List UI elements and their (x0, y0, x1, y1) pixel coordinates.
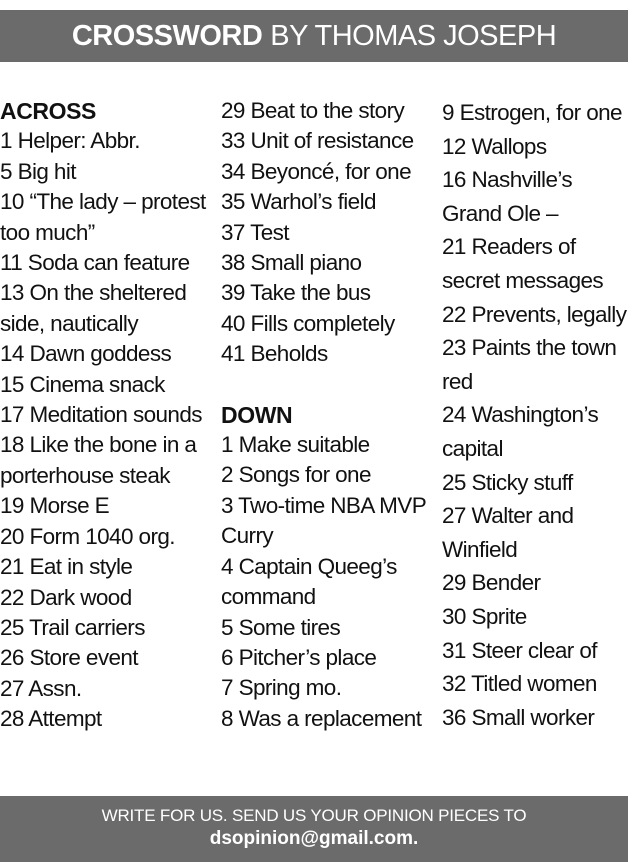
down-clue: 36 Small worker (442, 704, 595, 730)
footer-email: dsopinion@gmail.com. (209, 828, 419, 849)
down-clue: 21 Readers of secret messages (442, 234, 604, 293)
down-clue: 32 Titled women (442, 671, 597, 697)
down-clue: 27 Walter and Winfield (442, 503, 574, 562)
down-clue: 9 Estrogen, for one (442, 100, 622, 125)
page-header (0, 10, 628, 62)
down-clue: 8 Was a replacement (221, 705, 422, 731)
down-clue: 31 Steer clear of (442, 637, 597, 663)
across-clue: 15 Cinema snack (0, 371, 165, 397)
down-clue: 1 Make suitable (221, 432, 370, 458)
across-clue: 1 Helper: Abbr. (0, 128, 140, 154)
across-clue: 17 Meditation sounds (0, 402, 202, 428)
down-clue: 16 Nashville’s Grand Ole – (442, 167, 573, 226)
across-clue: 27 Assn. (0, 675, 82, 701)
across-clue: 25 Trail carriers (0, 614, 145, 640)
down-clue: 4 Captain Queeg’s command (221, 553, 397, 610)
column-2 (221, 96, 435, 734)
header-byline: BY THOMAS JOSEPH (270, 19, 557, 52)
down-clue: 24 Washington’s capital (442, 402, 599, 461)
across-clue: 35 Warhol’s field (221, 189, 376, 215)
down-clue: 25 Sticky stuff (442, 469, 573, 495)
column-1 (0, 96, 214, 735)
across-clue: 41 Beholds (221, 341, 328, 367)
across-clue: 5 Big hit (0, 158, 76, 184)
across-clue: 38 Small piano (221, 250, 362, 276)
down-clue: 3 Two-time NBA MVP Curry (221, 492, 426, 549)
down-clue: 22 Prevents, legally (442, 301, 627, 327)
across-clue: 29 Beat to the story (221, 98, 405, 123)
footer-call-to-action: WRITE FOR US. SEND US YOUR OPINION PIECES TO (101, 806, 527, 825)
across-clue: 20 Form 1040 org. (0, 523, 175, 549)
down-clue: 2 Songs for one (221, 462, 371, 488)
across-title: ACROSS (0, 98, 97, 124)
down-title: DOWN (221, 401, 293, 428)
down-clue: 5 Some tires (221, 614, 341, 640)
across-clue: 37 Test (221, 219, 289, 245)
across-clue: 34 Beyoncé, for one (221, 158, 411, 184)
across-clue: 40 Fills completely (221, 310, 395, 336)
down-clue: 7 Spring mo. (221, 675, 342, 701)
across-clue: 10 “The lady – protest too much” (0, 189, 206, 245)
down-clue: 12 Wallops (442, 133, 547, 159)
across-clue: 39 Take the bus (221, 280, 371, 306)
across-clue: 19 Morse E (0, 493, 110, 519)
across-clue: 26 Store event (0, 645, 138, 671)
across-clue: 22 Dark wood (0, 584, 132, 610)
across-clue: 11 Soda can feature (0, 250, 190, 276)
across-clue: 14 Dawn goddess (0, 341, 172, 367)
down-clue: 23 Paints the town red (442, 335, 617, 394)
across-clue: 18 Like the bone in a porterhouse steak (0, 432, 197, 488)
down-clue: 6 Pitcher’s place (221, 644, 377, 670)
page-footer (0, 796, 628, 862)
across-clue: 28 Attempt (0, 706, 102, 732)
across-clue: 13 On the sheltered side, nautically (0, 280, 187, 336)
across-clue: 21 Eat in style (0, 554, 133, 580)
column-3 (442, 96, 635, 734)
header-title-bold: CROSSWORD (71, 19, 263, 52)
down-clue: 30 Sprite (442, 603, 527, 629)
down-clue: 29 Bender (442, 570, 541, 596)
across-clue: 33 Unit of resistance (221, 128, 414, 154)
